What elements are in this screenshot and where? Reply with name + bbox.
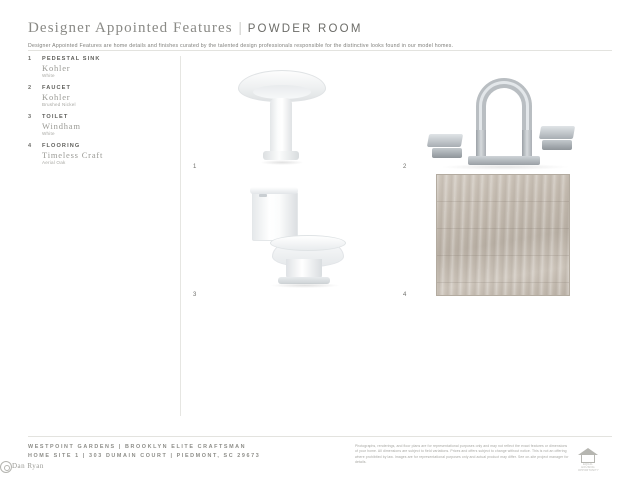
gallery-label-4: 4 — [403, 292, 407, 298]
builder-logo-icon — [0, 461, 12, 473]
flooring-swatch-image — [400, 174, 610, 299]
legend-brand: Windham — [42, 121, 81, 131]
list-item — [28, 85, 178, 107]
legend-number: 3 — [28, 114, 32, 120]
legend-number: 4 — [28, 143, 32, 149]
flooring-swatch-shape — [436, 174, 570, 296]
legend-brand: Kohler — [42, 63, 71, 73]
legend-description: White — [42, 131, 55, 136]
pedestal-sink-image — [190, 56, 390, 196]
title-main: Designer Appointed Features — [28, 20, 233, 36]
legend-description: Aerial Oak — [42, 160, 66, 165]
toilet-image — [190, 181, 390, 341]
toilet-flush-lever — [259, 194, 267, 197]
vertical-divider — [180, 56, 181, 416]
title-separator: | — [238, 20, 242, 36]
legend-number: 2 — [28, 85, 32, 91]
product-gallery — [190, 56, 610, 356]
faucet-handle-right — [539, 126, 575, 139]
footer-divider — [28, 436, 612, 437]
list-item — [28, 143, 178, 165]
legend-number: 1 — [28, 56, 32, 62]
header-divider — [28, 50, 612, 51]
faucet-spout-highlight — [479, 81, 529, 131]
sink-shadow — [260, 160, 304, 165]
legend-category: FAUCET — [42, 85, 71, 91]
equal-housing-opportunity-icon — [578, 446, 599, 472]
toilet-tank-shape — [252, 191, 298, 241]
page-title — [28, 20, 612, 37]
builder-logo-text: Dan Ryan — [12, 462, 44, 470]
legend-category: TOILET — [42, 114, 69, 120]
footer-community-line: WESTPOINT GARDENS | BROOKLYN ELITE CRAFTSMAN — [28, 444, 247, 450]
page-subtitle: Designer Appointed Features are home details and finishes curated by the talented design professionals responsible for the distinctive looks found in our model homes. — [28, 43, 454, 49]
sink-pedestal-shape — [270, 98, 292, 156]
gallery-label-3: 3 — [193, 292, 197, 298]
title-room: POWDER ROOM — [247, 23, 363, 35]
list-item — [28, 114, 178, 136]
toilet-shadow — [270, 283, 340, 288]
legend-brand: Kohler — [42, 92, 71, 102]
toilet-tank-lid — [250, 187, 298, 194]
list-item — [28, 56, 178, 78]
eho-body-shape — [581, 455, 595, 463]
eho-roof-shape — [578, 448, 598, 455]
faucet-shadow — [440, 164, 570, 170]
gallery-label-2: 2 — [403, 164, 407, 170]
footer-address-line: HOME SITE 1 | 303 DUMAIN COURT | PIEDMONT, SC 29673 — [28, 453, 261, 459]
feature-legend — [28, 56, 178, 172]
gallery-label-1: 1 — [193, 164, 197, 170]
legend-description: White — [42, 73, 55, 78]
footer-community-info — [28, 444, 328, 459]
faucet-handle-base-left — [432, 148, 462, 158]
sink-bowl-inner-shape — [253, 85, 311, 99]
legend-description: Brushed Nickel — [42, 102, 76, 107]
legend-brand: Timeless Craft — [42, 150, 104, 160]
toilet-seat-shape — [270, 235, 346, 251]
faucet-handle-left — [427, 134, 463, 147]
legend-category: PEDESTAL SINK — [42, 56, 101, 62]
eho-label: EQUAL HOUSING OPPORTUNITY — [578, 463, 599, 472]
footer-disclaimer: Photographs, renderings, and floor plans are for representational purposes only and may not reflect the exact features or dimensions of your home. All dimensions are subject to field variations. Prices and offers subject to change without notice. This is not an offering where prohibited by law. Images are for representational purposes only and actual product may differ. See on-site project manager for details. — [355, 444, 569, 464]
legend-category: FLOORING — [42, 143, 81, 149]
faucet-handle-base-right — [542, 140, 572, 150]
page-header — [28, 20, 612, 50]
